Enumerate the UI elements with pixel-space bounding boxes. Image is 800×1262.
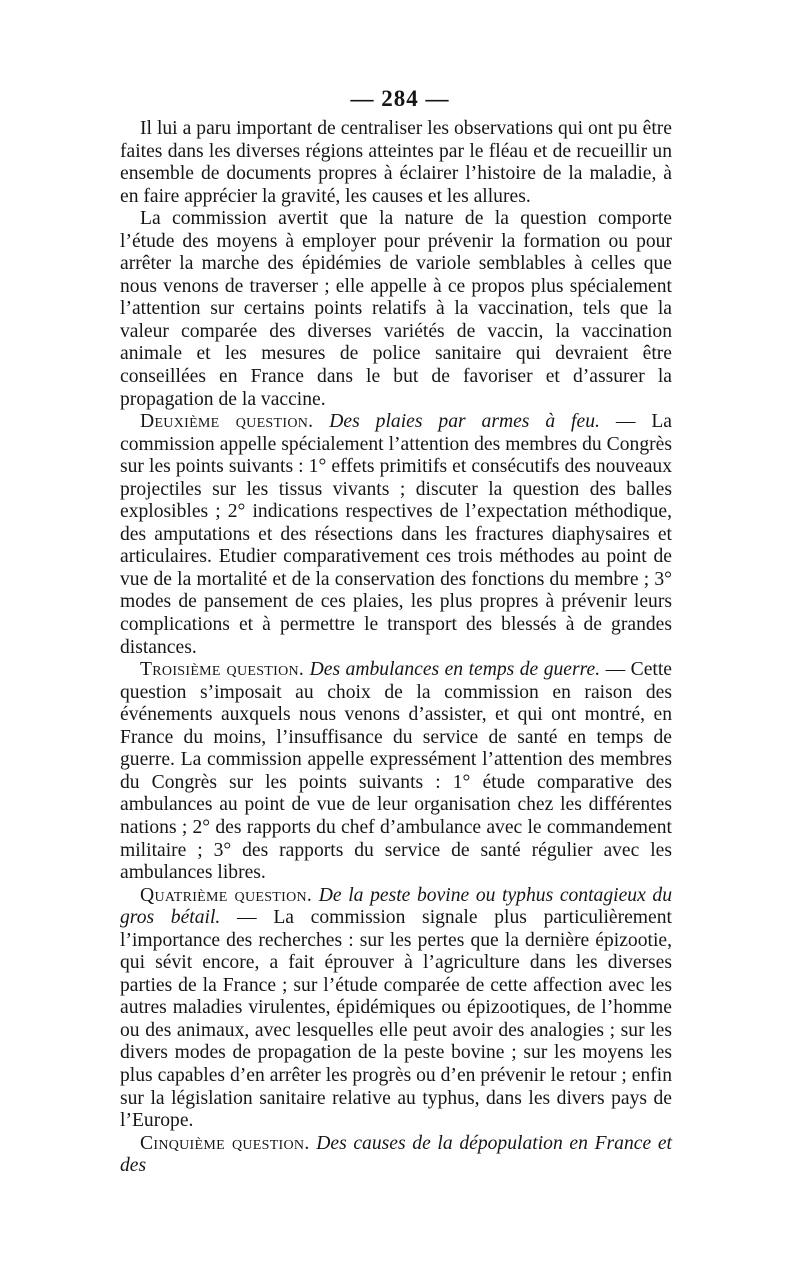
- question-paragraph: [120, 1133, 672, 1178]
- question-lead: Quatrième question.: [140, 884, 313, 906]
- question-title: Des plaies par armes à feu.: [329, 411, 600, 433]
- paragraph: [120, 208, 672, 411]
- question-paragraph: [120, 411, 672, 659]
- paragraph-text: — Cette question s’imposait au choix de la commission en raison des événements auxquels nous venons d’assister, et qui ont montré, en France du moins, l’insuffisance du service de santé en temps de guerre. La commission appelle expressément l’attention des membres du Congrès sur les points suivants : 1° étude comparative des ambulances au point de vue de leur organisation chez les différentes nations ; 2° des rapports du chef d’ambulance avec le commandement militaire ; 3° des rapports du service de santé régulier avec les ambulances libres.: [120, 659, 672, 884]
- paragraph-text: — La commission appelle spécialement l’attention des membres du Congrès sur les points suivants : 1° effets primitifs et consécutifs des nouveaux projectiles sur les tissus vivants ; discuter la question des balles explosibles ; 2° indications respectives de l’expectation méthodique, des amputations et des résections dans les fractures diaphysaires et articulaires. Etudier comparativement ces trois méthodes au point de vue de la mortalité et de la conservation des fonctions du membre ; 3° modes de pansement de ces plaies, les plus propres à prévenir leurs complications et à permettre le transport des blessés à de grandes distances.: [120, 411, 672, 658]
- question-lead: Troisième question.: [140, 659, 305, 681]
- page-number: — 284 —: [350, 86, 450, 111]
- question-lead: Cinquième question.: [140, 1132, 310, 1154]
- paragraph-text: La commission avertit que la nature de la question comporte l’étude des moyens à employer pour prévenir la formation ou pour arrêter la marche des épidémies de variole semblables à celles que nous venons de traverser ; elle appelle à ce propos plus spécialement l’attention sur certains points relatifs à la vaccination, tels que la valeur comparée des diverses variétés de vaccin, la vaccination animale et les mesures de police sanitaire qui devraient être conseillées en France dans le but de favoriser et d’assurer la propagation de la vaccine.: [120, 208, 672, 410]
- paragraph: [120, 118, 672, 208]
- paragraph-text: Il lui a paru important de centraliser les observations qui ont pu être faites dans les diverses régions atteintes par le fléau et de recueillir un ensemble de documents propres à éclairer l’histoire de la maladie, à en faire apprécier la gravité, les causes et les allures.: [120, 118, 672, 207]
- body-text: [120, 118, 672, 1178]
- question-title: De la peste bovine ou typhus contagieux du gros bétail.: [120, 884, 672, 929]
- question-lead: Deuxième question.: [140, 411, 314, 433]
- question-paragraph: [120, 659, 672, 884]
- question-paragraph: [120, 885, 672, 1133]
- question-title: Des causes de la dépopulation en France et des: [120, 1132, 672, 1177]
- question-title: Des ambulances en temps de guerre.: [309, 659, 601, 681]
- paragraph-text: — La commission signale plus particulièrement l’importance des recherches : sur les pertes que la dernière épizootie, qui sévit encore, a fait éprouver à l’agriculture dans les diverses parties de la France ; sur l’étude comparée de cette affection avec les autres maladies virulentes, épidémiques ou épizootiques, de l’homme ou des animaux, avec lesquelles elle peut avoir des analogies ; sur les divers modes de propagation de la peste bovine ; sur les moyens les plus capables d’en arrêter les progrès ou d’en prévenir le retour ; enfin sur la législation sanitaire relative au typhus, dans les divers pays de l’Europe.: [120, 907, 672, 1132]
